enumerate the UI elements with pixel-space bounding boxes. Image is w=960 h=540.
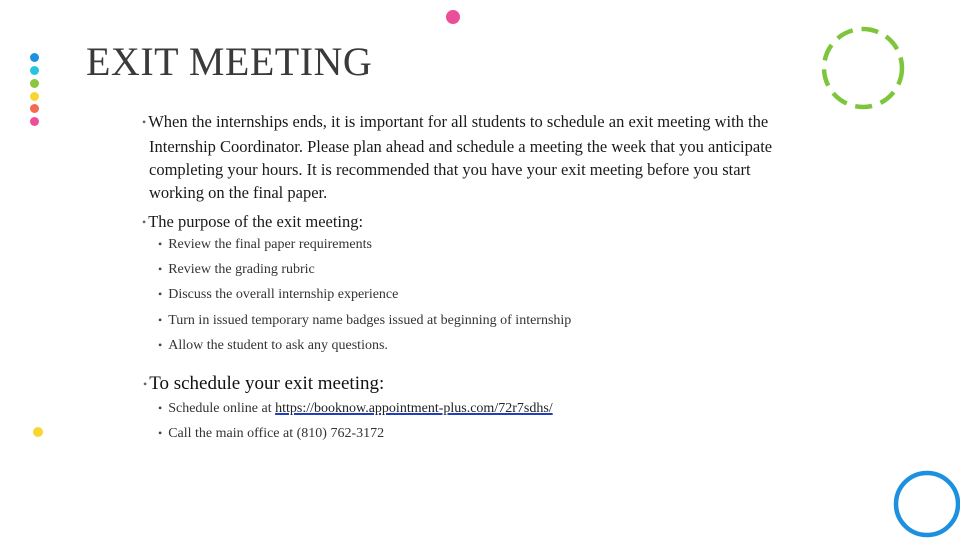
schedule-online-item: • Schedule online at https://booknow.appointment-plus.com/72r7sdhs/ — [158, 401, 553, 416]
purpose-heading — [142, 210, 799, 235]
bullet-icon: • — [158, 262, 163, 276]
decor-dot-yellow — [30, 92, 39, 101]
bullet-icon: • — [142, 215, 147, 229]
purpose-item: • Discuss the overall internship experience — [158, 287, 399, 302]
intro-paragraph — [142, 110, 799, 204]
bullet-icon: • — [142, 115, 147, 129]
bullet-icon: • — [158, 338, 163, 352]
decor-dot-green — [30, 79, 39, 88]
decor-dashed-circle — [818, 24, 908, 112]
bullet-icon: • — [158, 401, 163, 415]
schedule-heading-text: To schedule your exit meeting: — [149, 373, 385, 394]
decor-dot-cyan — [30, 66, 39, 75]
schedule-phone-item: • Call the main office at (810) 762-3172 — [158, 426, 385, 441]
decor-dot-orange — [30, 104, 39, 113]
decor-dot-pink — [30, 117, 39, 126]
slide-title: EXIT MEETING — [86, 39, 373, 84]
purpose-item: • Review the grading rubric — [158, 262, 315, 277]
bullet-icon: • — [158, 426, 163, 440]
bullet-icon: • — [158, 313, 163, 327]
purpose-item: • Review the final paper requirements — [158, 237, 372, 252]
booking-link[interactable]: https://booknow.appointment-plus.com/72r7sdhs/ — [275, 401, 553, 416]
bullet-icon: • — [158, 237, 163, 251]
intro-text: When the internships ends, it is important for all students to schedule an exit meeting with the Internship Coordinator. Please plan ahead and schedule a meeting the week that you anticipate completing your hours. It is recommended that you have your exit meeting before you start working on the final paper. — [148, 112, 773, 202]
bullet-icon: • — [158, 287, 163, 301]
purpose-item: • Allow the student to ask any questions. — [158, 338, 388, 353]
purpose-heading-text: The purpose of the exit meeting: — [148, 212, 364, 231]
decor-dot-blue — [30, 53, 39, 62]
bullet-icon: • — [143, 377, 148, 391]
purpose-item: • Turn in issued temporary name badges issued at beginning of internship — [158, 313, 572, 328]
decor-dot-pink-top — [446, 10, 460, 24]
decor-dot-yellow-bottom — [33, 427, 43, 437]
decor-blue-ring — [893, 470, 960, 540]
schedule-heading — [143, 373, 384, 395]
